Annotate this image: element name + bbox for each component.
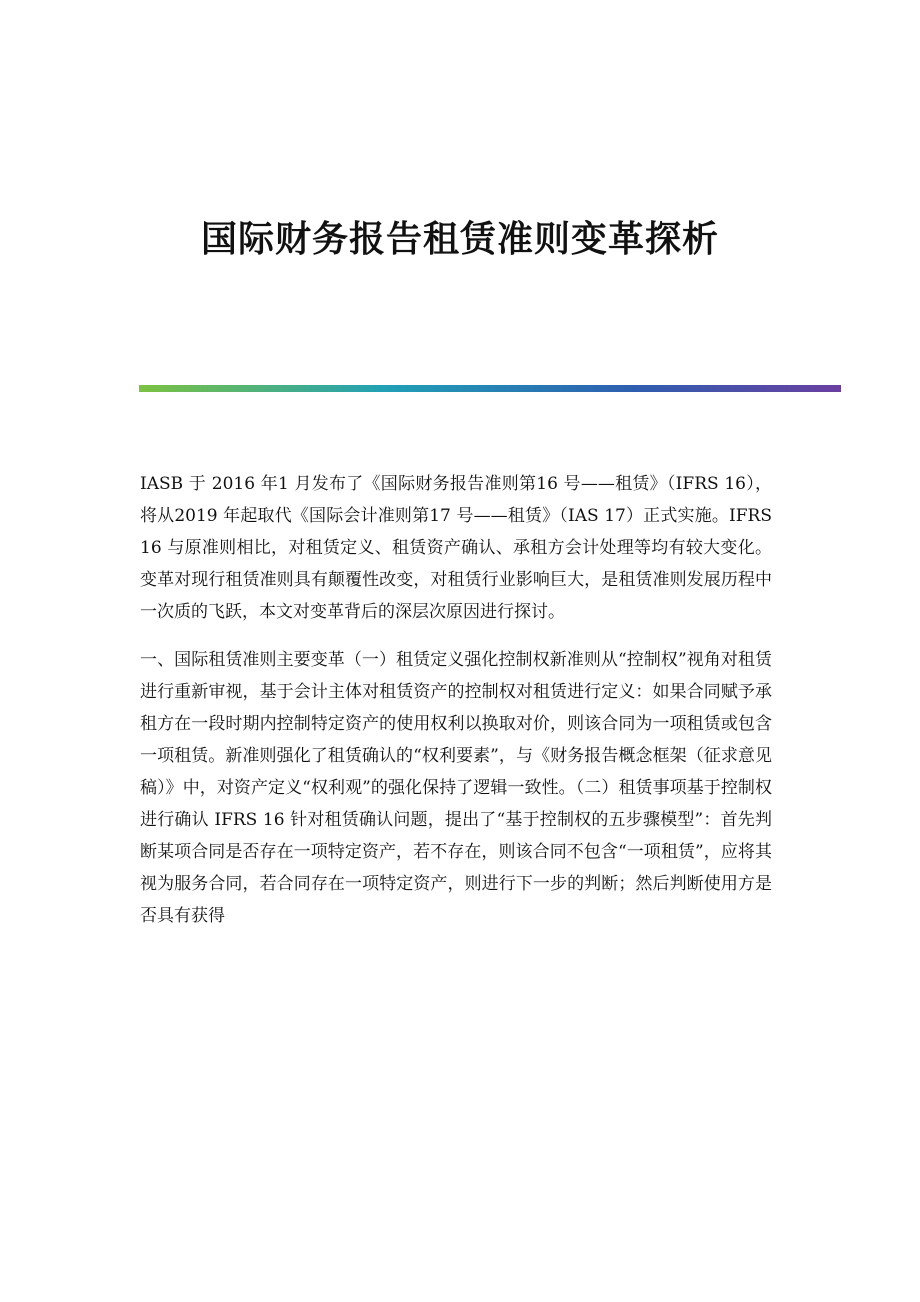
document-title: 国际财务报告租赁准则变革探析 (200, 218, 719, 260)
paragraph-intro: IASB 于 2016 年1 月发布了《国际财务报告准则第16 号——租赁》（IFRS 16），将从2019 年起取代《国际会计准则第17 号——租赁》（IAS 17）正式实施。IFRS 16 与原准则相比，对租赁定义、租赁资产确认、承租方会计处理等均有较大变化。变革对现行租赁准则具有颠覆性改变，对租赁行业影响巨大，是租赁准则发展历程中一次质的飞跃，本文对变革背后的深层次原因进行探讨。 (140, 474, 772, 622)
title-divider (139, 385, 841, 392)
paragraph-section-1: 一、国际租赁准则主要变革（一）租赁定义强化控制权新准则从“控制权”视角对租赁进行重新审视，基于会计主体对租赁资产的控制权对租赁进行定义：如果合同赋予承租方在一段时期内控制特定资产的使用权利以换取对价，则该合同为一项租赁或包含一项租赁。新准则强化了租赁确认的“权利要素”，与《财务报告概念框架（征求意见稿）》中，对资产定义“权利观”的强化保持了逻辑一致性。（二）租赁事项基于控制权进行确认 IFRS 16 针对租赁确认问题，提出了“基于控制权的五步骤模型”：首先判断某项合同是否存在一项特定资产，若不存在，则该合同不包含“一项租赁”，应将其视为服务合同，若合同存在一项特定资产，则进行下一步的判断；然后判断使用方是否具有获得 (140, 650, 772, 926)
document-body (140, 468, 772, 948)
